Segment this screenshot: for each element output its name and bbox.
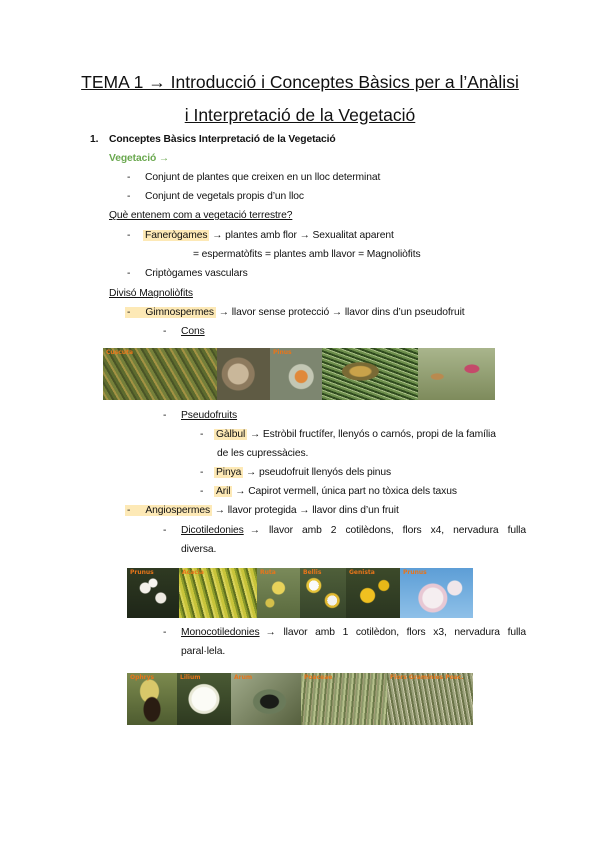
cons-photo-cone-orange [270, 348, 322, 400]
mono-photo-2 [177, 673, 231, 725]
fanerogames-term: Fanerògames [145, 230, 208, 241]
bullet-dash: - [127, 191, 131, 202]
galbul-definition: → Estròbil fructífer, llenyós o carnós, propi de la família [249, 429, 496, 440]
photo-label: Acacia [182, 569, 204, 576]
bullet-dash: - [163, 627, 167, 638]
dico-photo-strip [127, 568, 473, 618]
dico-photo-4 [300, 568, 346, 618]
diviso-heading: Divisó Magnoliòfits [109, 288, 193, 299]
photo-label: Flors Gramínies Poac. [390, 674, 464, 681]
aril-definition: → Capirot vermell, única part no tòxica dels taxus [235, 486, 457, 497]
fanerogames-line [143, 230, 394, 241]
cons-photo-strip [103, 348, 495, 400]
mono-photo-5 [387, 673, 473, 725]
vegetacio-item: Conjunt de plantes que creixen en un lloc determinat [145, 172, 381, 183]
photo-label: Pinus [273, 349, 292, 356]
mono-photo-3 [231, 673, 301, 725]
angiospermes-line [125, 505, 399, 516]
dico-photo-3 [257, 568, 300, 618]
bullet-dash: - [200, 486, 204, 497]
terrestre-question: Què entenem com a vegetació terrestre? [109, 210, 293, 221]
bullet-dash: - [127, 172, 131, 183]
galbul-term: Gàlbul [216, 429, 246, 440]
criptogames-item: Criptògames vasculars [145, 268, 248, 279]
angiospermes-definition: → llavor protegida → llavor dins d’un fruit [214, 505, 399, 516]
bullet-dash: - [163, 525, 167, 536]
page-title-line-2: i Interpretació de la Vegetació [184, 105, 416, 125]
mono-photo-1 [127, 673, 177, 725]
galbul-line [214, 429, 496, 440]
gimnospermes-dash: - [127, 307, 142, 318]
mono-photo-strip [127, 673, 473, 725]
dicotiledonies-line [181, 525, 526, 536]
photo-label: Bellis [303, 569, 322, 576]
bullet-dash: - [127, 230, 131, 241]
pinya-line [214, 467, 391, 478]
bullet-dash: - [127, 268, 131, 279]
gimnospermes-term: Gimnospermes [145, 307, 214, 318]
angiospermes-dash: - [127, 505, 142, 516]
section-number: 1. [90, 134, 99, 145]
bullet-dash: - [163, 326, 167, 337]
photo-label: Arum [234, 674, 253, 681]
section-heading: Conceptes Bàsics Interpretació de la Vegetació [109, 134, 336, 145]
aril-line [214, 486, 457, 497]
cons-photo-cupressus [103, 348, 217, 400]
vegetacio-item: Conjunt de vegetals propis d’un lloc [145, 191, 304, 202]
dico-photo-2 [179, 568, 257, 618]
photo-label: Cuscuta [106, 349, 133, 356]
photo-label: Prunus [403, 569, 427, 576]
gimnospermes-definition: → llavor sense protecció → llavor dins d’un pseudofruit [218, 307, 465, 318]
pinya-term: Pinya [216, 467, 242, 478]
monocotiledonies-definition-cont: paral·lela. [181, 646, 226, 657]
aril-term: Aril [216, 486, 231, 497]
dicotiledonies-definition: → llavor amb 2 cotilèdons, flors x4, nervadura fulla [249, 525, 526, 536]
pinya-definition: → pseudofruit llenyós dels pinus [246, 467, 392, 478]
monocotiledonies-term: Monocotiledonies [181, 627, 260, 638]
gimnospermes-line [125, 307, 465, 318]
photo-label: Lilium [180, 674, 201, 681]
cons-heading: Cons [181, 326, 205, 337]
dicotiledonies-definition-cont: diversa. [181, 544, 217, 555]
dico-photo-6 [400, 568, 473, 618]
monocotiledonies-definition: → llavor amb 1 cotilèdon, flors x3, nervadura fulla [265, 627, 526, 638]
monocotiledonies-line [181, 627, 526, 638]
fanerogames-definition: → plantes amb flor → Sexualitat aparent [212, 230, 394, 241]
pseudofruits-heading: Pseudofruits [181, 410, 238, 421]
dicotiledonies-term: Dicotiledonies [181, 525, 244, 536]
cons-photo-pine-bud [322, 348, 418, 400]
cons-photo-cone-closeup [217, 348, 270, 400]
fanerogames-equivalence: = espermatòfits = plantes amb llavor = Magnoliòfits [193, 249, 421, 260]
photo-label: Ruta [260, 569, 276, 576]
dico-photo-1 [127, 568, 179, 618]
angiospermes-term: Angiospermes [145, 505, 210, 516]
page-title-line-1: TEMA 1 → Introducció i Conceptes Bàsics per a l’Anàlisi [81, 72, 519, 92]
dico-photo-5 [346, 568, 400, 618]
bullet-dash: - [200, 467, 204, 478]
vegetacio-label: Vegetació → [109, 153, 170, 164]
bullet-dash: - [163, 410, 167, 421]
galbul-definition-cont: de les cupressàcies. [217, 448, 309, 459]
photo-label: Poaceae [304, 674, 333, 681]
cons-photo-pink-cones [418, 348, 495, 400]
photo-label: Prunus [130, 569, 154, 576]
bullet-dash: - [200, 429, 204, 440]
mono-photo-4 [301, 673, 387, 725]
photo-label: Ophrys [130, 674, 155, 681]
photo-label: Genista [349, 569, 375, 576]
